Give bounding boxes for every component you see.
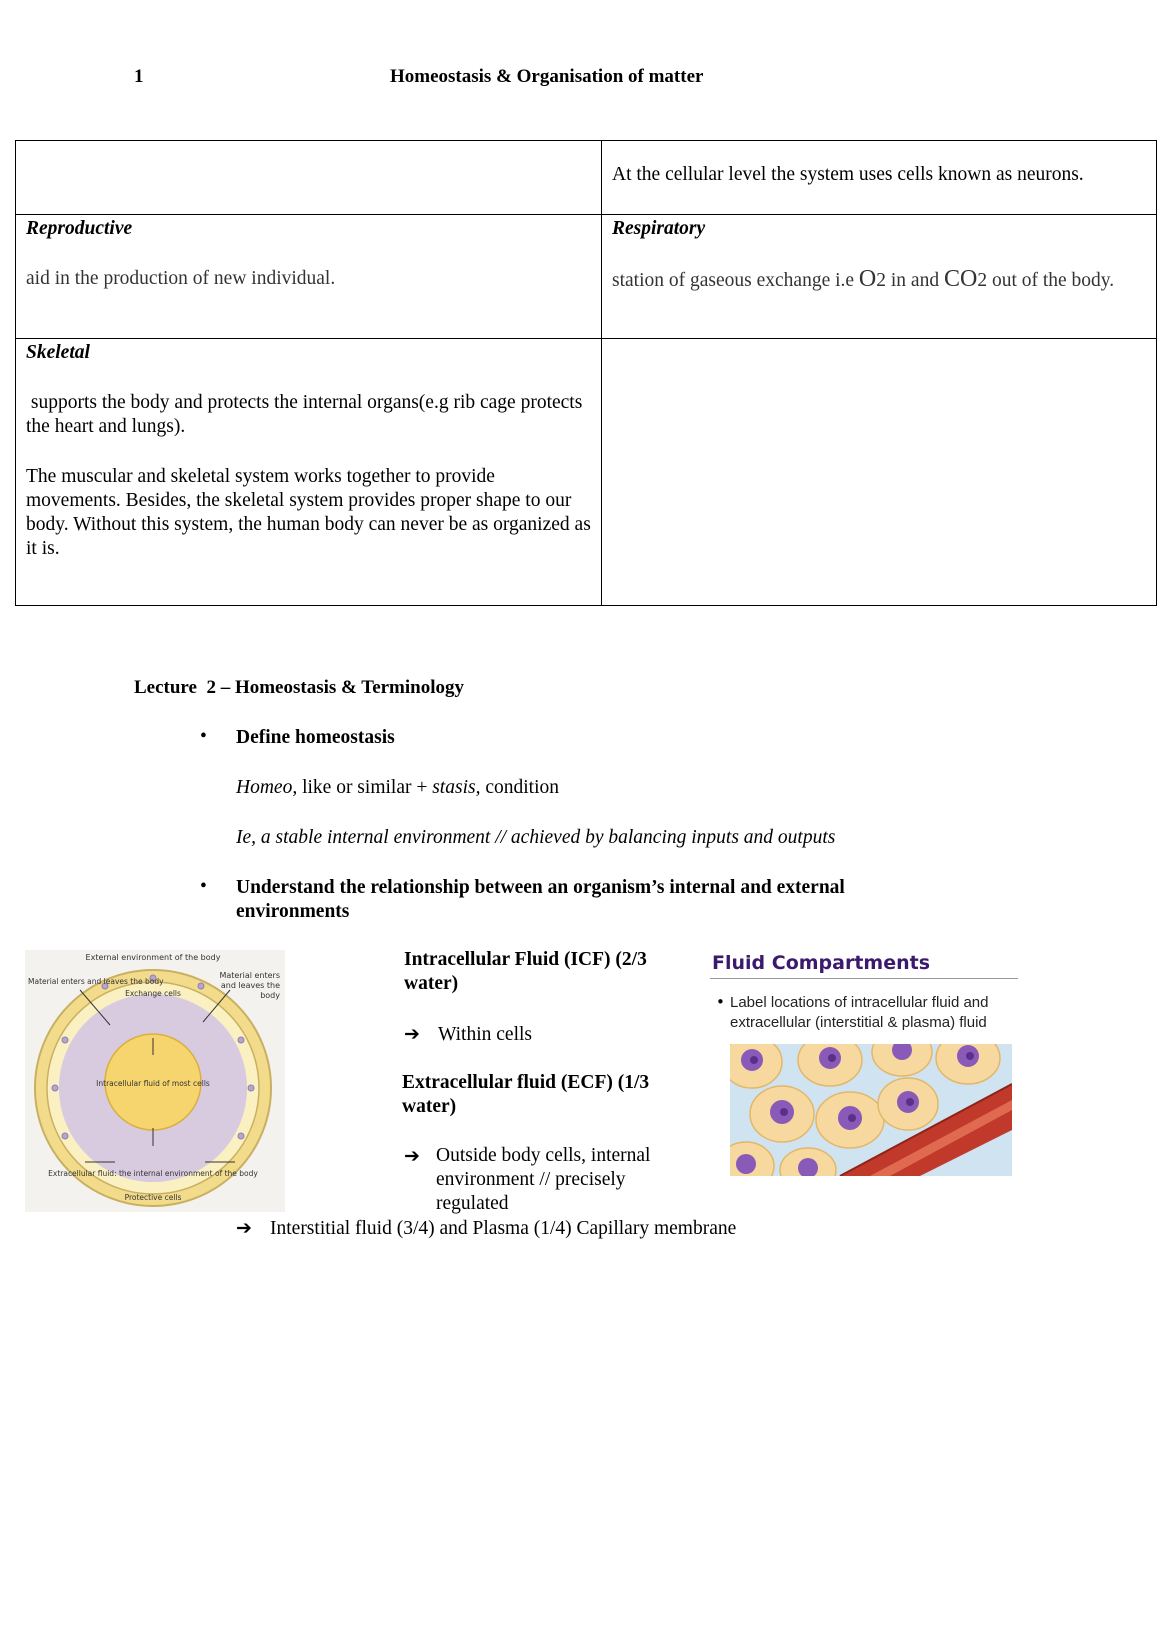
table-cell-empty	[16, 141, 602, 215]
table-cell-nervous	[602, 141, 1157, 215]
skeletal-text-1: supports the body and protects the internal organs(e.g rib cage protects the heart and lungs).	[26, 392, 588, 437]
table-cell-reproductive	[16, 215, 602, 339]
reproductive-title: Reproductive	[26, 218, 133, 239]
fluid-compartments-instruction: Label locations of intracellular fluid and extracellular (interstitial & plasma) fluid	[730, 994, 989, 1031]
bullet-define-homeostasis: Define homeostasis	[236, 727, 395, 748]
homeostasis-ie: Ie, a stable internal environment // achieved by balancing inputs and outputs	[236, 827, 836, 848]
table-cell-respiratory	[602, 215, 1157, 339]
skeletal-text-2: The muscular and skeletal system works together to provide movements. Besides, the skeletal system provides proper shape to our body. Without this system, the human body can never be as organized as it is.	[26, 466, 591, 559]
icf-title: Intracellular Fluid (ICF) (2/3 water)	[404, 949, 647, 994]
page-number: 1	[134, 66, 144, 87]
table-cell-empty-2	[602, 339, 1157, 606]
lecture-heading: Lecture 2 – Homeostasis & Terminology	[134, 677, 465, 698]
icf-point: ➔ Within cells	[404, 1023, 532, 1045]
fluid-compartments-title: Fluid Compartments	[712, 952, 931, 974]
bullet-icon: •	[200, 726, 207, 747]
arrow-icon: ➔	[404, 1023, 420, 1045]
ecf-point: ➔ Outside body cells, internal environment // precisely regulated	[404, 1145, 651, 1214]
reproductive-text: aid in the production of new individual.	[26, 268, 336, 289]
respiratory-text: station of gaseous exchange i.e O2 in and CO2 out of the body.	[612, 266, 1115, 292]
interstitial-point: ➔ Interstitial fluid (3/4) and Plasma (1/4) Capillary membrane	[236, 1217, 737, 1239]
label-extracellular: Extracellular fluid: the internal environment of the body	[48, 1169, 258, 1178]
label-material-left: Material enters and leaves the body	[28, 977, 164, 986]
body-systems-table	[15, 140, 1157, 606]
bullet-relationship: Understand the relationship between an organism’s internal and external environments	[236, 877, 845, 922]
bullet-icon: •	[200, 876, 207, 897]
respiratory-title: Respiratory	[612, 218, 706, 239]
label-external: External environment of the body	[85, 953, 221, 962]
table-cell-skeletal	[16, 339, 602, 606]
bullet-icon: •	[716, 993, 725, 1011]
page-title: Homeostasis & Organisation of matter	[390, 66, 704, 87]
skeletal-title: Skeletal	[26, 342, 90, 363]
fluid-compartments-illustration	[730, 1044, 1012, 1176]
homeo-definition: Homeo, like or similar + stasis, condition	[236, 777, 559, 798]
ecf-title: Extracellular fluid (ECF) (1/3 water)	[402, 1072, 650, 1117]
title-divider	[710, 978, 1018, 979]
label-material-right: Material enters and leaves the body	[219, 971, 280, 1000]
label-protective: Protective cells	[124, 1193, 182, 1202]
arrow-icon: ➔	[236, 1217, 252, 1239]
label-exchange: Exchange cells	[125, 989, 181, 998]
arrow-icon: ➔	[404, 1145, 420, 1167]
label-intracellular: Intracellular fluid of most cells	[96, 1079, 210, 1088]
nervous-text: At the cellular level the system uses cells known as neurons.	[612, 164, 1084, 185]
